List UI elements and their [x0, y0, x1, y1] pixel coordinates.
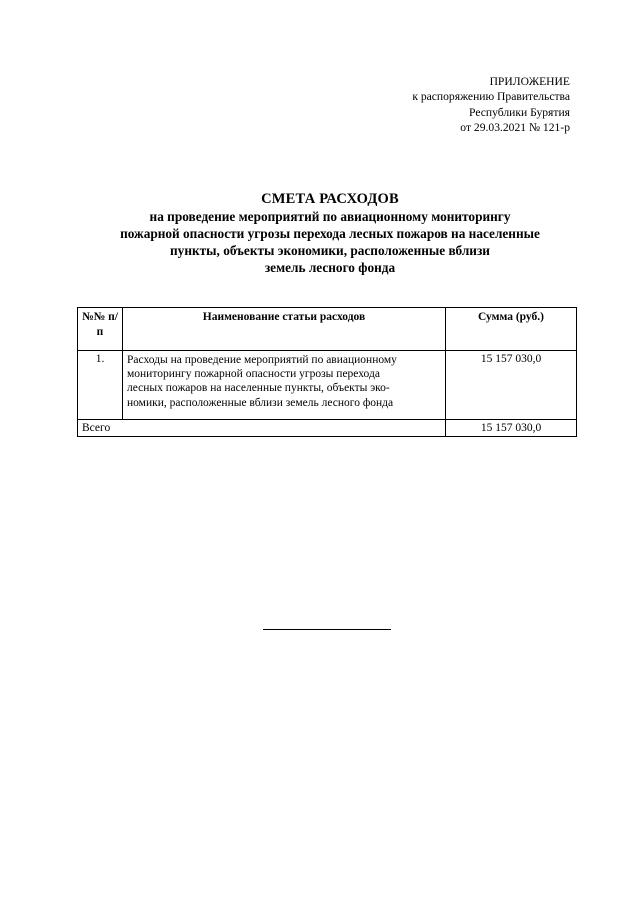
header-sum: Сумма (руб.) [446, 308, 577, 351]
appendix-header [270, 74, 570, 136]
title-line-1: на проведение мероприятий по авиационному мониторингу [149, 209, 511, 224]
appendix-order: к распоряжению Правительства [412, 90, 570, 104]
separator-line [263, 629, 391, 630]
row-name [123, 351, 446, 420]
title-line-3: пункты, объекты экономики, расположенные вблизи [170, 243, 490, 258]
table-header-row [78, 308, 577, 351]
table-row [78, 351, 577, 420]
title-line-4: земель лесного фонда [264, 260, 396, 275]
row-name-line-4: номики, расположенные вблизи земель лесного фонда [127, 396, 394, 409]
total-sum: 15 157 030,0 [446, 420, 577, 437]
header-name: Наименование статьи расходов [123, 308, 446, 351]
title-main: СМЕТА РАСХОДОВ [261, 191, 399, 207]
expense-table [77, 307, 577, 437]
title-line-2: пожарной опасности угрозы перехода лесных пожаров на населенные [120, 226, 540, 241]
appendix-title: ПРИЛОЖЕНИЕ [489, 75, 570, 88]
row-name-line-3: лесных пожаров на населенные пункты, объекты эко- [127, 382, 390, 395]
appendix-republic: Республики Бурятия [469, 105, 570, 119]
total-row [78, 420, 577, 437]
row-name-line-2: мониторингу пожарной опасности угрозы перехода [127, 368, 380, 381]
row-sum: 15 157 030,0 [446, 351, 577, 420]
document-title [70, 190, 590, 276]
total-label: Всего [78, 420, 446, 437]
row-number: 1. [78, 351, 123, 420]
header-number: №№ п/п [78, 308, 123, 351]
appendix-date-number: от 29.03.2021 № 121-р [460, 121, 570, 135]
row-name-line-1: Расходы на проведение мероприятий по авиационному [127, 354, 397, 366]
